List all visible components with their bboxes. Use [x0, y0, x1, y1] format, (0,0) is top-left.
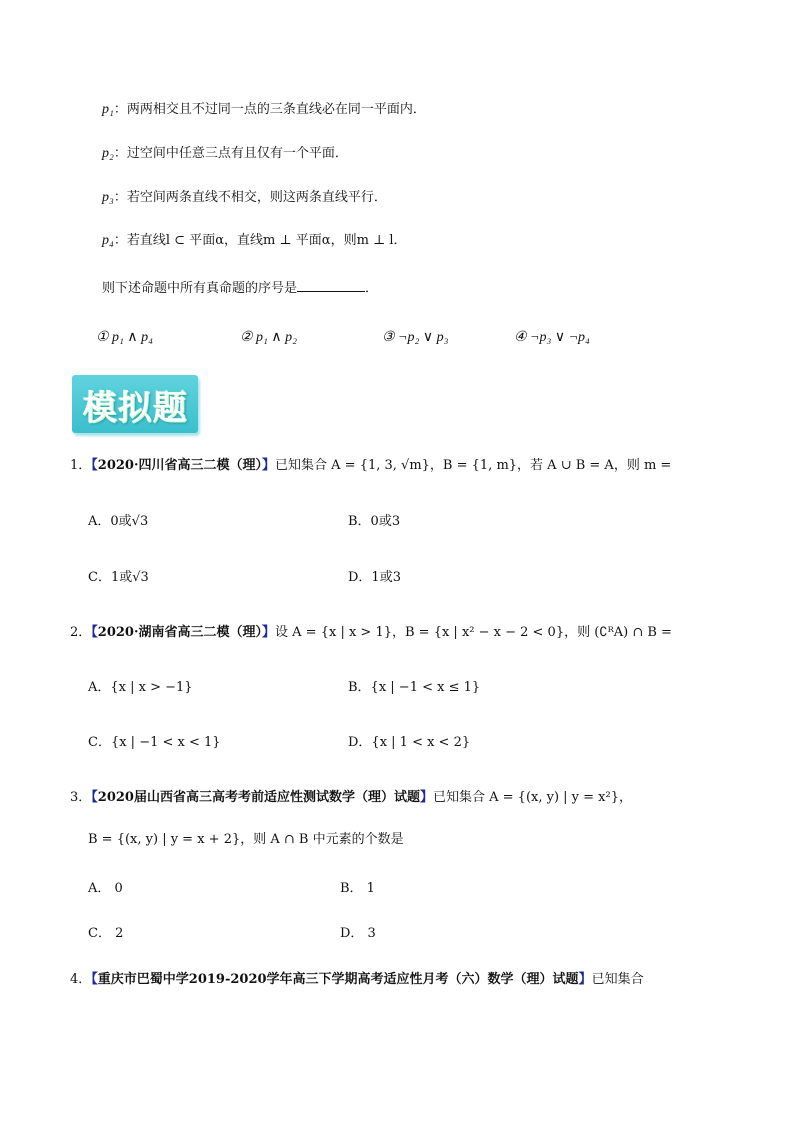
question-source: 2020·湖南省高三二模（理） — [97, 625, 263, 640]
answer-blank — [297, 278, 365, 292]
question-number: 4． — [70, 972, 92, 987]
question-source: 2020·四川省高三二模（理） — [97, 458, 263, 473]
option-c: C． 2 — [88, 926, 124, 941]
option-b: B． 1 — [340, 881, 375, 896]
prop-text: ：若空间两条直线不相交，则这两条直线平行． — [113, 190, 387, 205]
question-stem: 已知集合 A = {1, 3, √m}，B = {1, m}，若 A ∪ B = A，则 m = — [275, 458, 672, 473]
prop-label: p₃ — [102, 190, 114, 205]
question-stem: 已知集合 — [591, 972, 644, 987]
choice-3: ③ ¬p₂ ∨ p₃ — [382, 330, 449, 345]
choice-1: ① p₁ ∧ p₄ — [96, 330, 154, 345]
prompt-text: 则下述命题中所有真命题的序号是 — [102, 281, 298, 296]
proposition-p1 — [102, 101, 426, 119]
option-d: D．{x | 1 < x < 2} — [348, 735, 471, 750]
choice-2: ② p₁ ∧ p₂ — [240, 330, 298, 345]
prop-label: p₁ — [102, 102, 114, 117]
question-source: 重庆市巴蜀中学2019-2020学年高三下学期高考适应性月考（六）数学（理）试题 — [97, 972, 579, 987]
option-b: B．0或3 — [348, 514, 401, 529]
question-source: 2020届山西省高三高考考前适应性测试数学（理）试题 — [97, 790, 420, 805]
option-b: B．{x | −1 < x ≤ 1} — [348, 680, 481, 695]
option-c: C．1或√3 — [88, 570, 149, 585]
prop-text: ：两两相交且不过同一点的三条直线必在同一平面内． — [113, 102, 426, 117]
proposition-p3 — [102, 189, 387, 207]
proposition-p4 — [102, 232, 407, 250]
question-number: 1． — [70, 458, 92, 473]
option-a: A．{x | x > −1} — [88, 680, 193, 695]
question-stem: 设 A = {x | x > 1}，B = {x | x² − x − 2 < 0}，则 (∁ᴿA) ∩ B = — [275, 625, 672, 640]
option-a: A．0或√3 — [88, 514, 149, 529]
prompt-line — [102, 278, 378, 298]
section-logo-text: 模拟题 — [82, 387, 188, 428]
proposition-p2 — [102, 145, 348, 163]
section-logo — [72, 375, 198, 433]
choice-4: ④ ¬p₃ ∨ ¬p₄ — [514, 330, 590, 345]
prop-text: ：过空间中任意三点有且仅有一个平面． — [113, 146, 348, 161]
question-2: 2．【2020·湖南省高三二模（理）】设 A = {x | x > 1}，B = {x | x² − x − 2 < 0}，则 (∁ᴿA) ∩ B = — [70, 625, 672, 640]
question-number: 2． — [70, 625, 92, 640]
question-stem: 已知集合 A = {(x, y) | y = x²}， — [433, 790, 632, 805]
prop-text: ：若直线l ⊂ 平面α，直线m ⊥ 平面α，则m ⊥ l． — [113, 233, 407, 248]
prop-label: p₄ — [102, 233, 114, 248]
question-1: 1．【2020·四川省高三二模（理）】已知集合 A = {1, 3, √m}，B = {1, m}，若 A ∪ B = A，则 m = — [70, 458, 672, 473]
question-stem-continued: B = {(x, y) | y = x + 2}，则 A ∩ B 中元素的个数是 — [88, 832, 404, 847]
option-a: A． 0 — [88, 881, 123, 896]
option-c: C．{x | −1 < x < 1} — [88, 735, 221, 750]
question-number: 3． — [70, 790, 92, 805]
prop-label: p₂ — [102, 146, 114, 161]
option-d: D． 3 — [340, 926, 376, 941]
prompt-end: ． — [365, 281, 379, 296]
question-3: 3．【2020届山西省高三高考考前适应性测试数学（理）试题】已知集合 A = {(x, y) | y = x²}， — [70, 790, 632, 805]
question-4: 4．【重庆市巴蜀中学2019-2020学年高三下学期高考适应性月考（六）数学（理）试题】已知集合 — [70, 972, 644, 987]
option-d: D．1或3 — [348, 570, 401, 585]
